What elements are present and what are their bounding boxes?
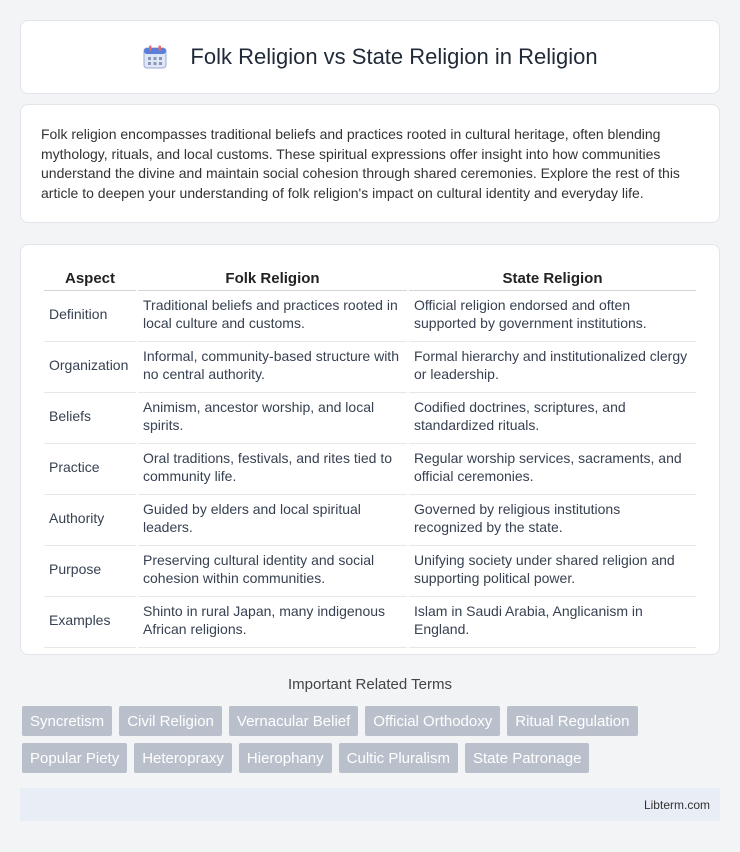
related-term-tag[interactable]: Official Orthodoxy bbox=[365, 706, 500, 736]
related-term-tag[interactable]: Syncretism bbox=[22, 706, 112, 736]
state-cell: Regular worship services, sacraments, and official ceremonies. bbox=[409, 444, 696, 495]
table-row bbox=[44, 342, 696, 393]
related-term-tag[interactable]: Vernacular Belief bbox=[229, 706, 358, 736]
title-card bbox=[20, 20, 720, 94]
column-header-folk: Folk Religion bbox=[138, 263, 407, 291]
state-cell: Official religion endorsed and often supported by government institutions. bbox=[409, 291, 696, 342]
state-cell: Codified doctrines, scriptures, and standardized rituals. bbox=[409, 393, 696, 444]
aspect-cell: Definition bbox=[44, 291, 136, 342]
comparison-card bbox=[20, 244, 720, 655]
column-header-aspect: Aspect bbox=[44, 263, 136, 291]
folk-cell: Informal, community-based structure with no central authority. bbox=[138, 342, 407, 393]
folk-cell: Preserving cultural identity and social cohesion within communities. bbox=[138, 546, 407, 597]
related-terms-title: Important Related Terms bbox=[288, 676, 452, 693]
folk-cell: Guided by elders and local spiritual leaders. bbox=[138, 495, 407, 546]
calendar-icon bbox=[142, 44, 168, 70]
state-cell: Formal hierarchy and institutionalized clergy or leadership. bbox=[409, 342, 696, 393]
related-terms-list bbox=[22, 706, 722, 773]
related-term-tag[interactable]: Heteropraxy bbox=[134, 743, 232, 773]
table-row bbox=[44, 444, 696, 495]
related-term-tag[interactable]: Cultic Pluralism bbox=[339, 743, 458, 773]
folk-cell: Traditional beliefs and practices rooted in local culture and customs. bbox=[138, 291, 407, 342]
aspect-cell: Examples bbox=[44, 597, 136, 648]
table-header-row bbox=[44, 263, 696, 291]
related-term-tag[interactable]: Popular Piety bbox=[22, 743, 127, 773]
page-title: Folk Religion vs State Religion in Religion bbox=[190, 44, 598, 69]
aspect-cell: Authority bbox=[44, 495, 136, 546]
aspect-cell: Beliefs bbox=[44, 393, 136, 444]
table-row bbox=[44, 597, 696, 648]
related-term-tag[interactable]: State Patronage bbox=[465, 743, 589, 773]
state-cell: Governed by religious institutions recognized by the state. bbox=[409, 495, 696, 546]
footer-site-link[interactable]: Libterm.com bbox=[643, 797, 710, 812]
intro-text: Folk religion encompasses traditional beliefs and practices rooted in cultural heritage, often blending mythology, rituals, and local customs. These spiritual expressions offer insight into how communities understand the divine and maintain social cohesion through shared ceremonies. Explore the rest of this article to deepen your understanding of folk religion's impact on cultural identity and everyday life. bbox=[41, 126, 680, 201]
intro-card bbox=[20, 104, 720, 223]
table-row bbox=[44, 495, 696, 546]
comparison-table bbox=[42, 263, 698, 648]
table-row bbox=[44, 393, 696, 444]
related-term-tag[interactable]: Hierophany bbox=[239, 743, 332, 773]
related-term-tag[interactable]: Ritual Regulation bbox=[507, 706, 637, 736]
folk-cell: Animism, ancestor worship, and local spirits. bbox=[138, 393, 407, 444]
state-cell: Islam in Saudi Arabia, Anglicanism in England. bbox=[409, 597, 696, 648]
folk-cell: Shinto in rural Japan, many indigenous African religions. bbox=[138, 597, 407, 648]
folk-cell: Oral traditions, festivals, and rites tied to community life. bbox=[138, 444, 407, 495]
aspect-cell: Practice bbox=[44, 444, 136, 495]
related-term-tag[interactable]: Civil Religion bbox=[119, 706, 222, 736]
footer bbox=[20, 788, 720, 821]
column-header-state: State Religion bbox=[409, 263, 696, 291]
table-row bbox=[44, 291, 696, 342]
state-cell: Unifying society under shared religion and supporting political power. bbox=[409, 546, 696, 597]
aspect-cell: Purpose bbox=[44, 546, 136, 597]
aspect-cell: Organization bbox=[44, 342, 136, 393]
table-row bbox=[44, 546, 696, 597]
